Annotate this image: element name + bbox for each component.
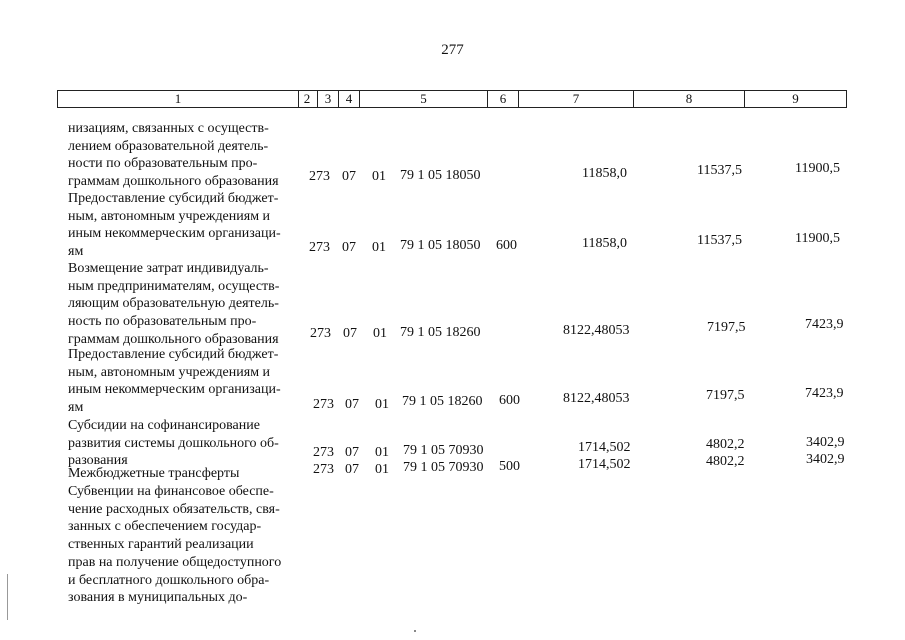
cell-section: 07 — [342, 169, 356, 184]
cell-amount-col9: 11900,5 — [795, 231, 840, 246]
cell-target-article: 79 1 05 18050 — [400, 168, 481, 183]
cell-amount-col9: 11900,5 — [795, 161, 840, 176]
cell-section: 07 — [345, 445, 359, 460]
cell-amount-col7: 8122,48053 — [563, 391, 630, 406]
cell-expense-type: 600 — [496, 238, 517, 253]
cell-chapter: 273 — [309, 240, 330, 255]
cell-amount-col8: 4802,2 — [706, 437, 745, 452]
scan-artifact-dot — [414, 630, 416, 632]
header-col-5: 5 — [360, 90, 488, 108]
row-description: Субсидии на софинансирование развития системы дошкольного об- разования — [68, 418, 279, 469]
cell-chapter: 273 — [313, 397, 334, 412]
cell-subsection: 01 — [372, 169, 386, 184]
cell-amount-col9: 7423,9 — [805, 386, 844, 401]
cell-subsection: 01 — [375, 445, 389, 460]
cell-section: 07 — [343, 326, 357, 341]
header-col-9: 9 — [745, 90, 847, 108]
cell-subsection: 01 — [375, 397, 389, 412]
cell-chapter: 273 — [313, 462, 334, 477]
header-col-2: 2 — [297, 90, 318, 108]
cell-amount-col8: 7197,5 — [706, 388, 745, 403]
row-description: Предоставление субсидий бюджет- ным, автономным учреждениям и иным некоммерческим организаци- ям — [68, 347, 281, 416]
header-col-8: 8 — [634, 90, 745, 108]
cell-amount-col9: 7423,9 — [805, 317, 844, 332]
table-header — [57, 90, 847, 108]
cell-section: 07 — [345, 462, 359, 477]
header-col-7: 7 — [519, 90, 634, 108]
cell-amount-col8: 7197,5 — [707, 320, 746, 335]
cell-section: 07 — [342, 240, 356, 255]
row-description: Субвенции на финансовое обеспе- чение расходных обязательств, свя- занных с обеспечением государ- ственных гарантий реализации прав на получение общедоступного и бесплатного дошкольного обра- зования в муниципальных до- — [68, 484, 282, 606]
cell-chapter: 273 — [310, 326, 331, 341]
cell-target-article: 79 1 05 18260 — [400, 325, 481, 340]
header-col-1: 1 — [57, 90, 299, 108]
page-number: 277 — [441, 42, 464, 58]
cell-amount-col7: 1714,502 — [578, 457, 631, 472]
cell-chapter: 273 — [313, 445, 334, 460]
cell-subsection: 01 — [373, 326, 387, 341]
row-description: Предоставление субсидий бюджет- ным, автономным учреждениям и иным некоммерческим организаци- ям — [68, 191, 281, 260]
cell-target-article: 79 1 05 70930 — [403, 443, 484, 458]
cell-target-article: 79 1 05 18260 — [402, 394, 483, 409]
cell-target-article: 79 1 05 18050 — [400, 238, 481, 253]
cell-subsection: 01 — [375, 462, 389, 477]
scan-artifact-line — [7, 574, 8, 620]
cell-subsection: 01 — [372, 240, 386, 255]
cell-expense-type: 500 — [499, 459, 520, 474]
cell-amount-col7: 11858,0 — [582, 236, 627, 251]
cell-amount-col8: 11537,5 — [697, 163, 742, 178]
cell-amount-col7: 11858,0 — [582, 166, 627, 181]
cell-expense-type: 600 — [499, 393, 520, 408]
cell-amount-col7: 8122,48053 — [563, 323, 630, 338]
row-description: Возмещение затрат индивидуаль- ным предпринимателям, осуществ- ляющим образовательную деятель- ность по образовательным про- граммам дошкольного образования — [68, 261, 280, 347]
cell-amount-col8: 11537,5 — [697, 233, 742, 248]
header-col-3: 3 — [318, 90, 339, 108]
header-col-6: 6 — [488, 90, 519, 108]
cell-amount-col9: 3402,9 — [806, 435, 845, 450]
cell-chapter: 273 — [309, 169, 330, 184]
row-description: низациям, связанных с осуществ- лением образовательной деятель- ности по образовательным про- граммам дошкольного образования — [68, 121, 279, 190]
row-description: Межбюджетные трансферты — [68, 466, 240, 481]
header-col-4: 4 — [339, 90, 360, 108]
cell-amount-col7: 1714,502 — [578, 440, 631, 455]
cell-target-article: 79 1 05 70930 — [403, 460, 484, 475]
cell-amount-col8: 4802,2 — [706, 454, 745, 469]
cell-amount-col9: 3402,9 — [806, 452, 845, 467]
cell-section: 07 — [345, 397, 359, 412]
